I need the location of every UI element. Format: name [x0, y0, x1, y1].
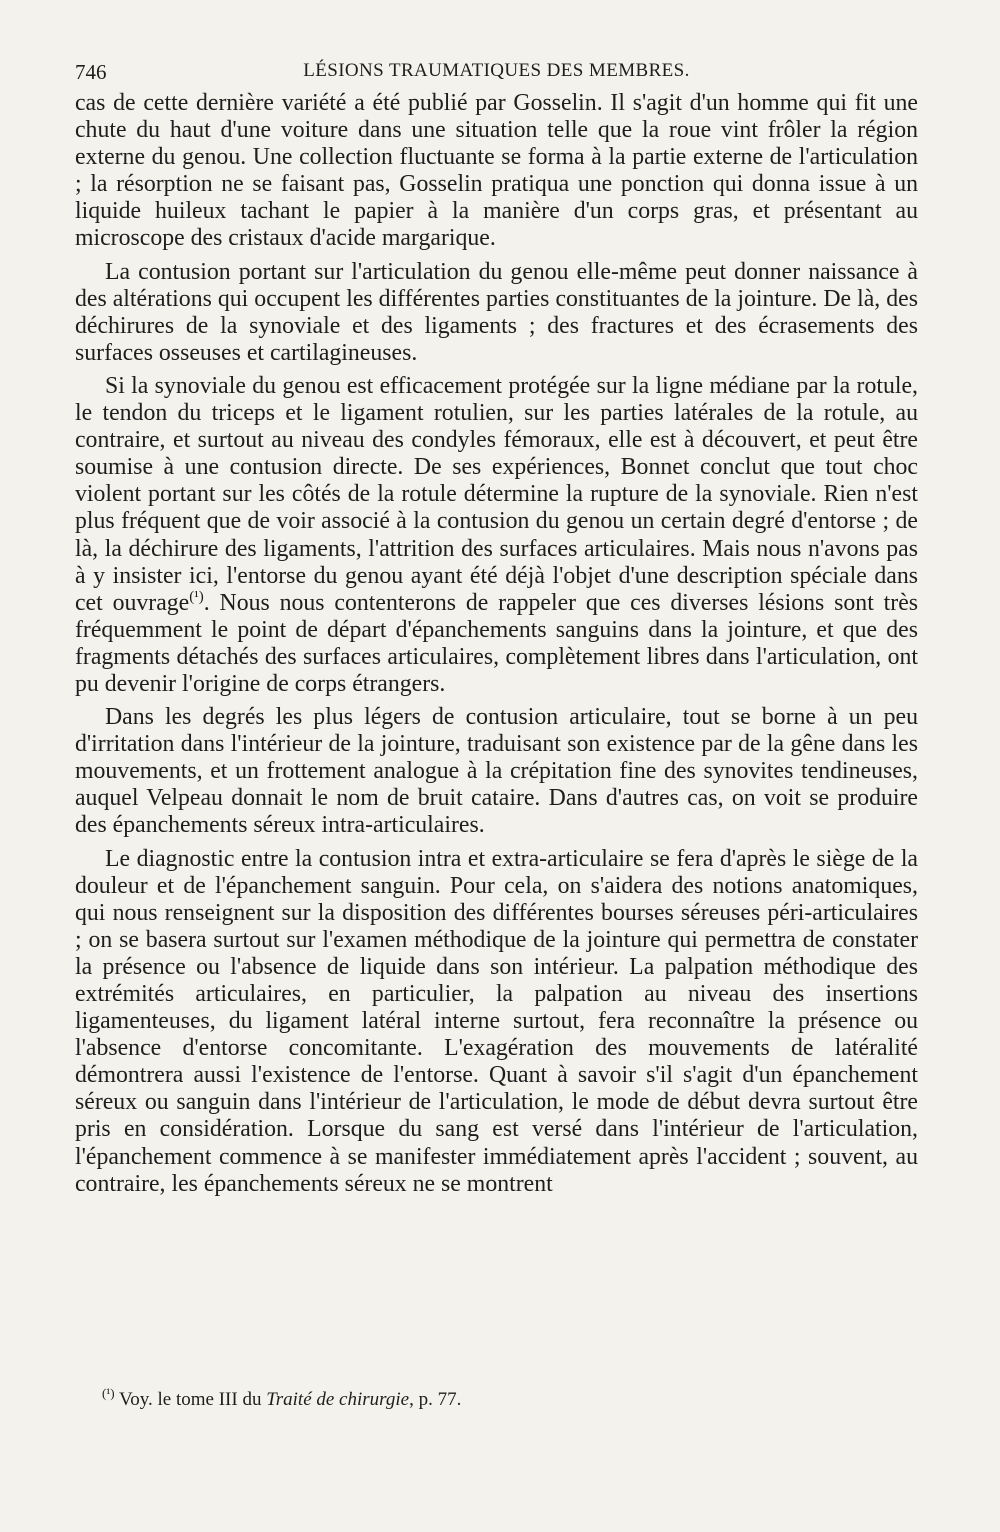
footnote — [102, 1385, 902, 1412]
footnote-text: Voy. le tome III du — [118, 1389, 262, 1410]
paragraph — [75, 373, 918, 698]
page-header — [75, 60, 918, 90]
footnote-mark: (¹) — [102, 1385, 115, 1401]
paragraph-text: . Nous nous contenterons de rappeler que ces diverses lésions sont très fréquemment le point de départ d'épanchements sanguins dans la jointure, et que des fragments détachés des surfaces articulaires, complètement libres dans l'articulation, ont pu devenir l'origine de corps étrangers. — [75, 589, 919, 697]
paragraph-text: Si la synoviale du genou est efficacement protégée sur la ligne médiane par la rotule, le tendon du triceps et le ligament rotulien, sur les parties latérales de la rotule, au contraire, et surtout au niveau des condyles fémoraux, elle est à découvert, et peut être soumise à une contusion directe. De ses expériences, Bonnet conclut que tout choc violent portant sur les côtés de la rotule détermine la rupture de la synoviale. Rien n'est plus fréquent que de voir associé à la contusion du genou un certain degré d'entorse ; de là, la déchirure des ligaments, l'attrition des surfaces articulaires. Mais nous n'avons pas à y insister ici, l'entorse du genou ayant été déjà l'objet d'une description spéciale dans cet ouvrage — [75, 372, 918, 616]
paragraph-continuation: cas de cette dernière variété a été publié par Gosselin. Il s'agit d'un homme qui fit une chute du haut d'une voiture dans une situation telle que la roue vint frôler la région externe du genou. Une collection fluctuante se forma à la partie externe de l'articulation ; la résorption ne se faisant pas, Gosselin pratiqua une ponction qui donna issue à un liquide huileux tachant le papier à la manière d'un corps gras, et présentant au microscope des cristaux d'acide margarique. — [75, 90, 918, 252]
paragraph: La contusion portant sur l'articulation du genou elle-même peut donner naissance à des altérations qui occupent les différentes parties constituantes de la jointure. De là, des déchirures de la synoviale et des ligaments ; des fractures et des écrasements des surfaces osseuses et cartilagineuses. — [75, 258, 918, 366]
footnote-book-title: Traité de chirurgie — [266, 1389, 410, 1410]
footnote-text: , p. 77. — [409, 1389, 462, 1410]
footnote-reference: (¹) — [189, 588, 204, 605]
paragraph: Le diagnostic entre la contusion intra et extra-articulaire se fera d'après le siège de la douleur et de l'épanchement sanguin. Pour cela, on s'aidera des notions anatomiques, qui nous renseignent sur la disposition des différentes bourses séreuses péri-articulaires ; on se basera surtout sur l'examen méthodique de la jointure qui permettra de constater la présence ou l'absence de liquide dans son intérieur. La palpation méthodique des extrémités articulaires, en particulier, la palpation au niveau des insertions ligamenteuses, du ligament latéral interne surtout, fera reconnaître la présence ou l'absence d'entorse concomitante. L'exagération des mouvements de latéralité démontrera aussi l'existence de l'entorse. Quant à savoir s'il s'agit d'un épanchement séreux ou sanguin dans l'intérieur de l'articulation, le mode de début devra surtout être pris en considération. Lorsque du sang est versé dans l'intérieur de l'articulation, l'épanchement commence à se manifester immédiatement après l'accident ; souvent, au contraire, les épanchements séreux ne se montrent — [75, 845, 918, 1197]
paragraph: Dans les degrés les plus légers de contusion articulaire, tout se borne à un peu d'irritation dans l'intérieur de la jointure, traduisant son existence par de la gêne dans les mouvements, et un frottement analogue à la crépitation fine des synovites tendineuses, auquel Velpeau donnait le nom de bruit cataire. Dans d'autres cas, on voit se produire des épanchements séreux intra-articulaires. — [75, 704, 918, 839]
page-number: 746 — [75, 60, 107, 84]
running-title: LÉSIONS TRAUMATIQUES DES MEMBRES. — [303, 60, 690, 81]
body-text — [75, 90, 918, 1204]
